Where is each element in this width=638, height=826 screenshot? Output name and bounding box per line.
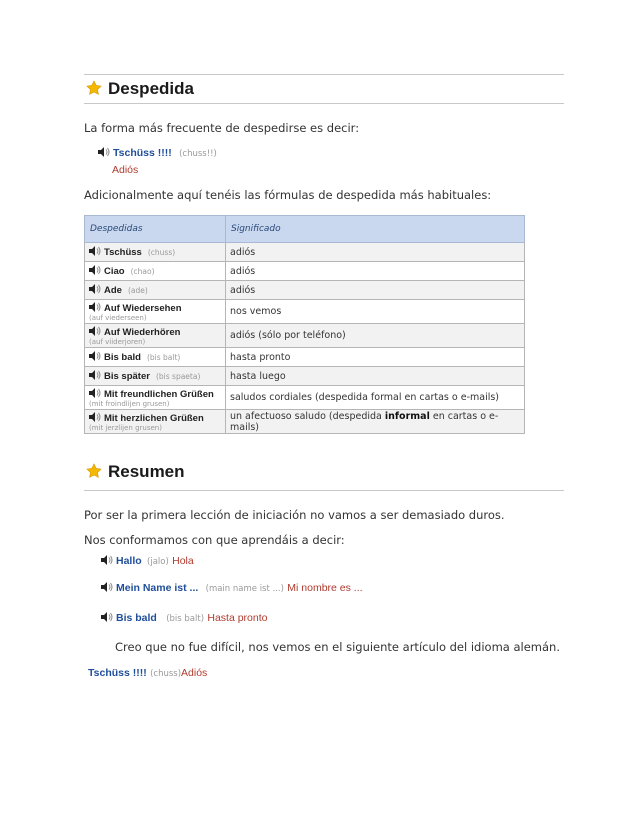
german-word: Auf Wiederhören <box>104 326 181 338</box>
speaker-icon[interactable] <box>89 265 101 275</box>
meaning-cell <box>226 410 525 434</box>
speaker-icon[interactable] <box>89 412 101 422</box>
german-word: Tschüss !!!! <box>88 667 147 679</box>
german-word: Auf Wiedersehen <box>104 302 182 314</box>
german-word: Bis bald <box>116 612 157 624</box>
speaker-icon[interactable] <box>89 284 101 294</box>
meaning-emphasis: informal <box>384 410 430 422</box>
column-header-significado: Significado <box>226 216 525 243</box>
farewell-cell <box>85 262 226 281</box>
pronunciation: (auf viiderjoren) <box>89 337 146 346</box>
spanish-translation: Mi nombre es ... <box>287 582 363 594</box>
table-header-row <box>85 216 525 243</box>
closing-text: Creo que no fue difícil, nos vemos en el siguiente artículo del idioma alemán. <box>115 640 561 654</box>
pronunciation: (main name ist ...) <box>205 584 284 594</box>
main-phrase <box>98 147 217 159</box>
german-word: Ade <box>104 285 122 296</box>
summary-phrase <box>101 555 194 567</box>
farewell-cell <box>85 410 226 434</box>
meaning-cell: adiós (sólo por teléfono) <box>226 324 525 348</box>
star-icon <box>86 80 102 96</box>
pronunciation: (bis spaeta) <box>155 372 201 381</box>
meaning-text: en cartas o e-mails) <box>230 410 499 433</box>
farewell-cell <box>85 300 226 324</box>
speaker-icon[interactable] <box>89 351 101 361</box>
speaker-icon[interactable] <box>89 388 101 398</box>
meaning-cell: adiós <box>226 262 525 281</box>
meaning-text: un afectuoso saludo (despedida <box>230 410 385 422</box>
table-row <box>85 324 525 348</box>
pronunciation: (bis balt) <box>166 614 205 624</box>
speaker-icon[interactable] <box>101 555 113 565</box>
farewell-cell <box>85 324 226 348</box>
section-header-resumen <box>84 462 564 491</box>
intro-text-2: Adicionalmente aquí tenéis las fórmulas de despedida más habituales: <box>84 188 492 202</box>
table-row <box>85 243 525 262</box>
section-title: Despedida <box>108 79 194 98</box>
summary-text-1: Por ser la primera lección de iniciación no vamos a ser demasiado duros. <box>84 508 505 522</box>
speaker-icon[interactable] <box>101 612 113 622</box>
german-word: Bis bald <box>104 352 141 363</box>
speaker-icon[interactable] <box>89 326 101 336</box>
pronunciation: (chao) <box>130 267 155 276</box>
summary-text-2: Nos conformamos con que aprendáis a decir: <box>84 533 345 547</box>
german-word: Hallo <box>116 555 142 567</box>
german-word: Mein Name ist ... <box>116 582 199 594</box>
summary-phrase <box>101 582 363 594</box>
intro-text: La forma más frecuente de despedirse es decir: <box>84 121 360 135</box>
meaning-cell: hasta pronto <box>226 348 525 367</box>
german-word: Tschüss !!!! <box>113 147 172 159</box>
pronunciation: (chuss) <box>150 669 182 679</box>
farewell-cell <box>85 243 226 262</box>
table-row <box>85 386 525 410</box>
spanish-translation: Hola <box>172 555 194 567</box>
table-row <box>85 348 525 367</box>
speaker-icon[interactable] <box>101 582 113 592</box>
farewell-table <box>84 215 525 434</box>
spanish-translation: Adiós <box>181 667 208 679</box>
section-title: Resumen <box>108 462 185 481</box>
pronunciation: (chuss!!) <box>179 149 217 159</box>
meaning-cell: hasta luego <box>226 367 525 386</box>
column-header-despedidas: Despedidas <box>85 216 226 243</box>
table-row <box>85 410 525 434</box>
pronunciation: (jalo) <box>147 557 169 567</box>
table-row <box>85 300 525 324</box>
table-row <box>85 281 525 300</box>
german-word: Ciao <box>104 266 125 277</box>
speaker-icon[interactable] <box>89 370 101 380</box>
pronunciation: (mit froindlijen grusen) <box>89 399 170 408</box>
farewell-cell <box>85 348 226 367</box>
star-icon <box>86 463 102 479</box>
section-header-despedida <box>84 74 564 104</box>
table-row <box>85 262 525 281</box>
pronunciation: (mit jerzlijen grusen) <box>89 423 162 432</box>
spanish-translation: Hasta pronto <box>207 612 268 624</box>
farewell-cell <box>85 281 226 300</box>
farewell-cell <box>85 386 226 410</box>
pronunciation: (bis balt) <box>146 353 181 362</box>
main-phrase-translation <box>112 164 138 176</box>
meaning-cell: saludos cordiales (despedida formal en cartas o e-mails) <box>226 386 525 410</box>
pronunciation: (chuss) <box>147 248 176 257</box>
meaning-cell: adiós <box>226 281 525 300</box>
speaker-icon[interactable] <box>98 147 110 157</box>
german-word: Mit freundlichen Grüßen <box>104 388 214 400</box>
signoff <box>88 667 207 679</box>
german-word: Tschüss <box>104 247 142 258</box>
meaning-cell: nos vemos <box>226 300 525 324</box>
german-word: Bis später <box>104 371 150 382</box>
speaker-icon[interactable] <box>89 302 101 312</box>
pronunciation: (auf viederseen) <box>89 313 147 322</box>
speaker-icon[interactable] <box>89 246 101 256</box>
meaning-cell: adiós <box>226 243 525 262</box>
pronunciation: (ade) <box>127 286 148 295</box>
farewell-cell <box>85 367 226 386</box>
german-word: Mit herzlichen Grüßen <box>104 412 204 424</box>
table-row <box>85 367 525 386</box>
summary-phrase <box>101 612 267 624</box>
spanish-translation: Adiós <box>112 164 139 176</box>
